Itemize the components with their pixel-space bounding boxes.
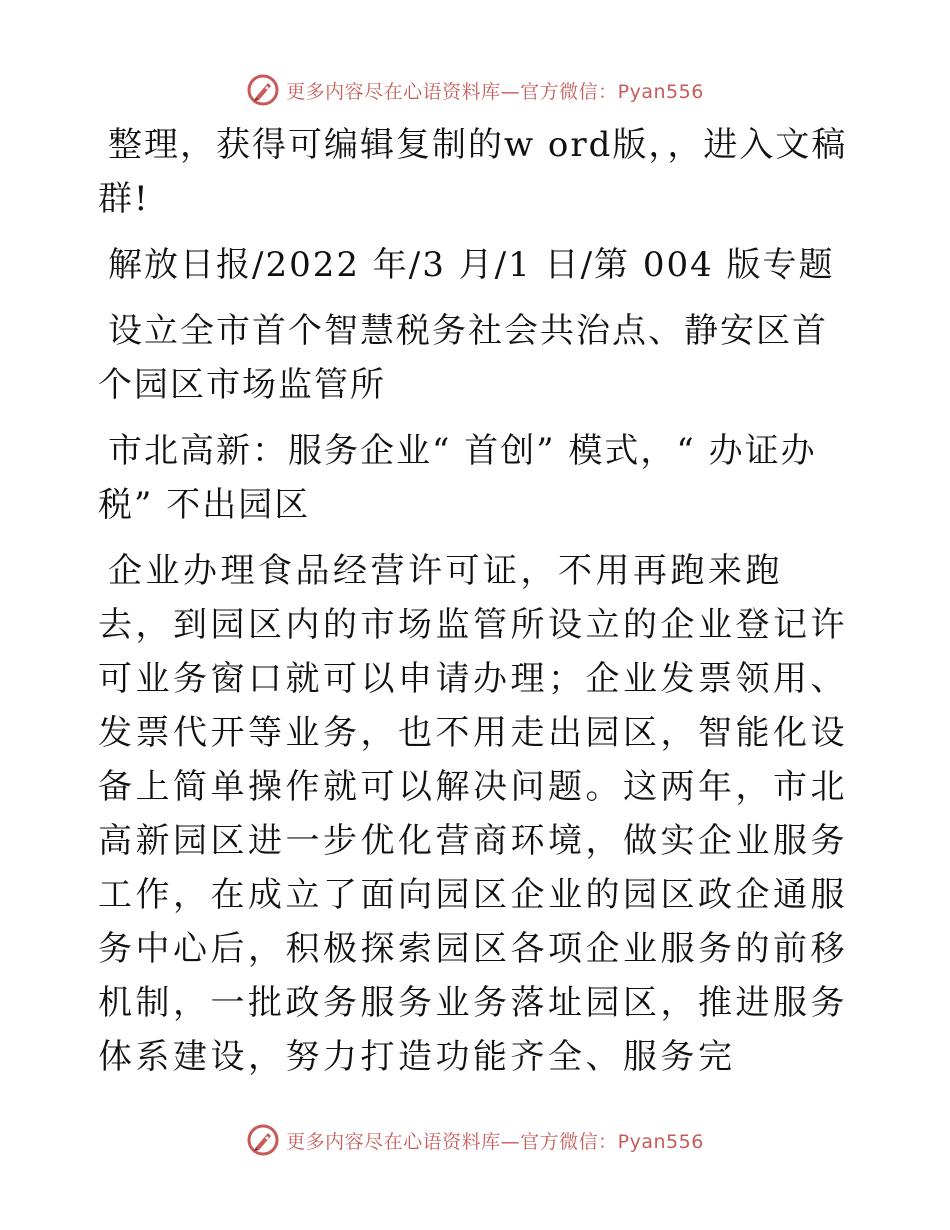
paragraph-body: 企业办理食品经营许可证，不用再跑来跑去，到园区内的市场监管所设立的企业登记许可业务窗口就可以申请办理；企业发票领用、发票代开等业务，也不用走出园区，智能化设备上简单操作就可以解决问题。这两年，市北高新园区进一步优化营商环境，做实企业服务工作，在成立了面向园区企业的园区政企通服务中心后，积极探索园区各项企业服务的前移机制，一批政务服务业务落址园区，推进服务体系建设，努力打造功能齐全、服务完 <box>98 551 848 1077</box>
document-body <box>98 118 848 1096</box>
footer-watermark <box>0 1120 950 1160</box>
fountain-pen-logo-icon <box>246 1123 280 1157</box>
paragraph-subtitle: 设立全市首个智慧税务社会共治点、静安区首个园区市场监管所 <box>98 311 828 405</box>
paragraph-note: 整理，获得可编辑复制的w ord版，，进入文稿群! <box>98 125 848 219</box>
watermark-text: 更多内容尽在心语资料库—官方微信：Pyan556 <box>286 1130 704 1153</box>
watermark-text: 更多内容尽在心语资料库—官方微信：Pyan556 <box>286 80 704 103</box>
fountain-pen-logo-icon <box>246 73 280 107</box>
paragraph-headline: 市北高新：服务企业“ 首创” 模式，“ 办证办税” 不出园区 <box>98 431 817 525</box>
paragraph-source: 解放日报/2022 年/3 月/1 日/第 004 版专题 <box>108 245 835 285</box>
header-watermark <box>0 70 950 110</box>
